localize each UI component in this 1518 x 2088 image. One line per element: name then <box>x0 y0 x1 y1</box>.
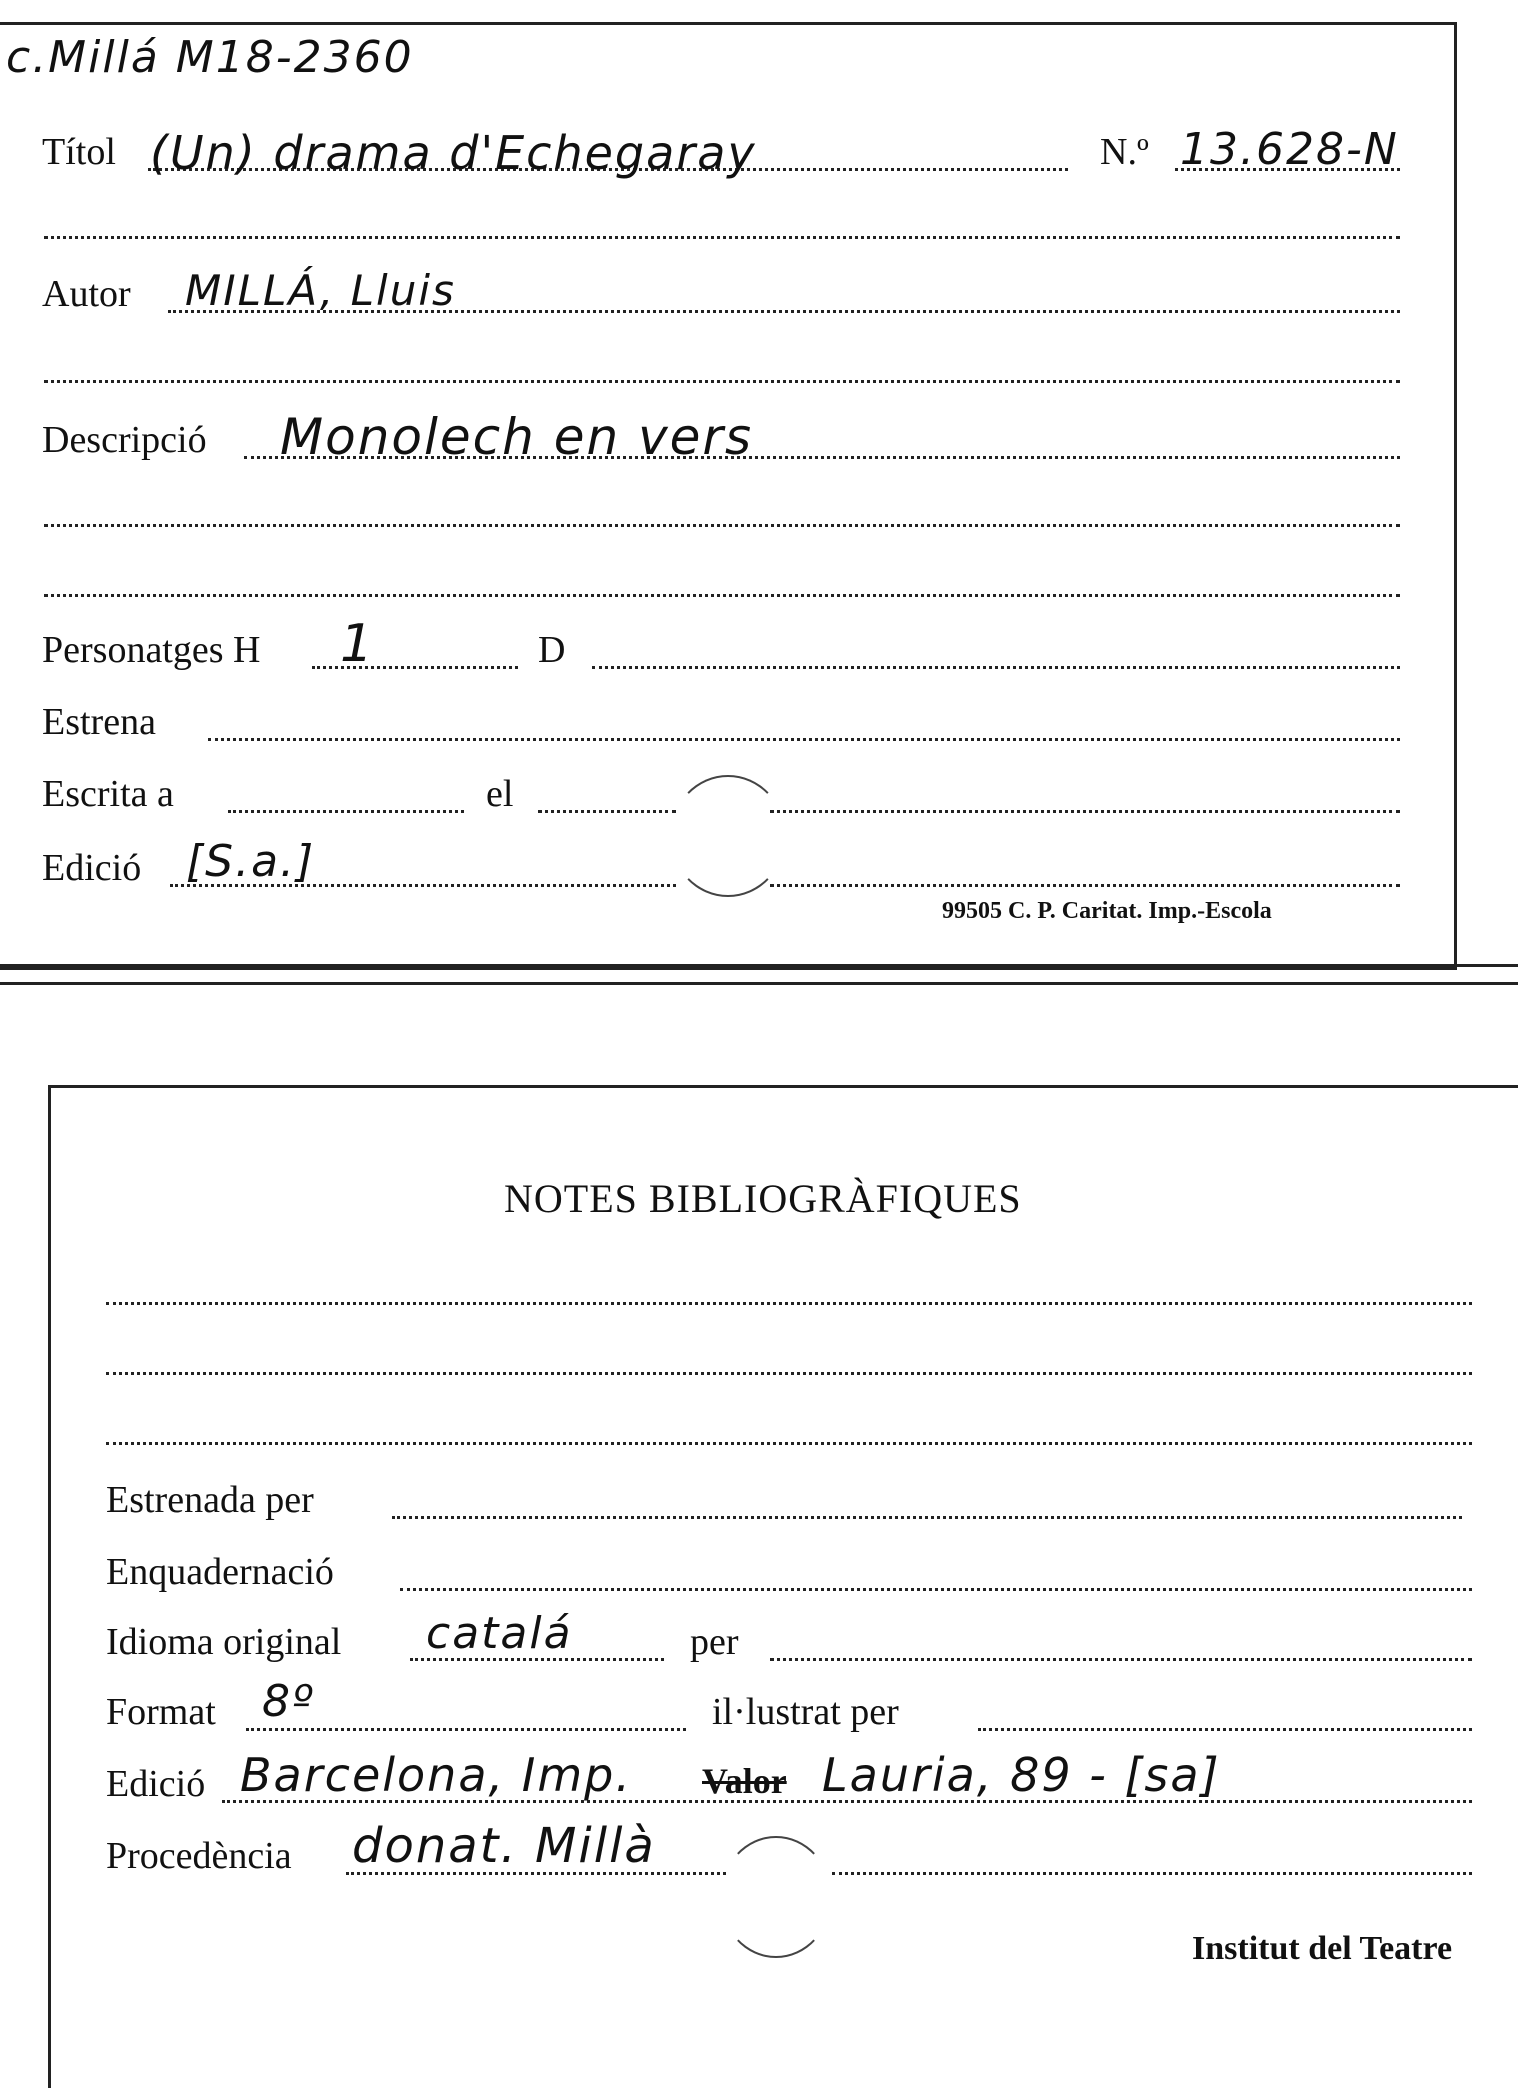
titol-continuation-line <box>44 236 1400 239</box>
escrita-a-line <box>228 810 464 813</box>
titol-label: Títol <box>42 131 116 173</box>
enquadernacio-line <box>400 1588 1472 1591</box>
edicio-struck-word: Valor <box>702 1761 787 1801</box>
notes-line-3 <box>106 1442 1472 1445</box>
bibliographic-notes-heading: NOTES BIBLIOGRÀFIQUES <box>504 1176 1022 1221</box>
escrita-label: Escrita a <box>42 773 174 815</box>
punch-hole-bottom <box>720 1836 832 1958</box>
autor-label: Autor <box>42 273 131 315</box>
personatges-label: Personatges H <box>42 629 261 671</box>
escrita-el-line <box>538 810 676 813</box>
personatges-d-line <box>592 666 1400 669</box>
personatges-h-value: 1 <box>340 614 376 674</box>
autor-continuation-line <box>44 380 1400 383</box>
illustrat-line <box>978 1728 1472 1731</box>
notes-line-2 <box>106 1372 1472 1375</box>
descripcio-line-2 <box>44 524 1400 527</box>
notes-line-1 <box>106 1302 1472 1305</box>
format-line <box>246 1728 686 1731</box>
autor-value: MILLÁ, Lluis <box>185 266 456 315</box>
edicio-bottom-value-b: Lauria, 89 - [sa] <box>822 1748 1221 1802</box>
top-card-bottom-edge <box>0 964 1518 967</box>
format-value: 8º <box>262 1676 315 1727</box>
descripcio-value: Monolech en vers <box>280 408 754 466</box>
idioma-per-line <box>770 1658 1472 1661</box>
titol-value: (Un) drama d'Echegaray <box>150 126 757 180</box>
edicio-bottom-value-a: Barcelona, Imp. <box>240 1748 632 1802</box>
idioma-value: catalá <box>426 1608 573 1659</box>
escrita-el-line-2 <box>770 810 1400 813</box>
institution-stamp: Institut del Teatre <box>1192 1930 1453 1967</box>
procedencia-value: donat. Millà <box>352 1818 656 1874</box>
edicio-value: [S.a.] <box>186 836 316 887</box>
estrena-label: Estrena <box>42 701 156 743</box>
printer-imprint: 99505 C. P. Caritat. Imp.-Escola <box>942 898 1272 924</box>
descripcio-line-3 <box>44 594 1400 597</box>
call-number: c.Millá M18-2360 <box>6 32 414 83</box>
personatges-d-label: D <box>538 629 566 671</box>
edicio-line-2 <box>770 884 1400 887</box>
edicio-bottom-label: Edició <box>106 1763 206 1805</box>
idioma-label: Idioma original <box>106 1621 342 1663</box>
estrena-line <box>208 738 1400 741</box>
procedencia-line-2 <box>832 1872 1472 1875</box>
idioma-per-label: per <box>690 1621 739 1663</box>
numero-label: N.º <box>1100 131 1149 173</box>
estrenada-label: Estrenada per <box>106 1479 314 1521</box>
estrenada-line <box>392 1516 1462 1519</box>
numero-line <box>1175 168 1400 171</box>
descripcio-label: Descripció <box>42 419 207 461</box>
edicio-label: Edició <box>42 847 142 889</box>
enquadernacio-label: Enquadernació <box>106 1551 334 1593</box>
card-separator <box>0 982 1518 985</box>
format-label: Format <box>106 1691 216 1733</box>
escrita-el-label: el <box>486 773 514 815</box>
numero-value: 13.628-N <box>1180 124 1399 175</box>
procedencia-label: Procedència <box>106 1835 292 1877</box>
punch-hole-top <box>670 775 786 897</box>
illustrat-label: il·lustrat per <box>712 1691 899 1733</box>
